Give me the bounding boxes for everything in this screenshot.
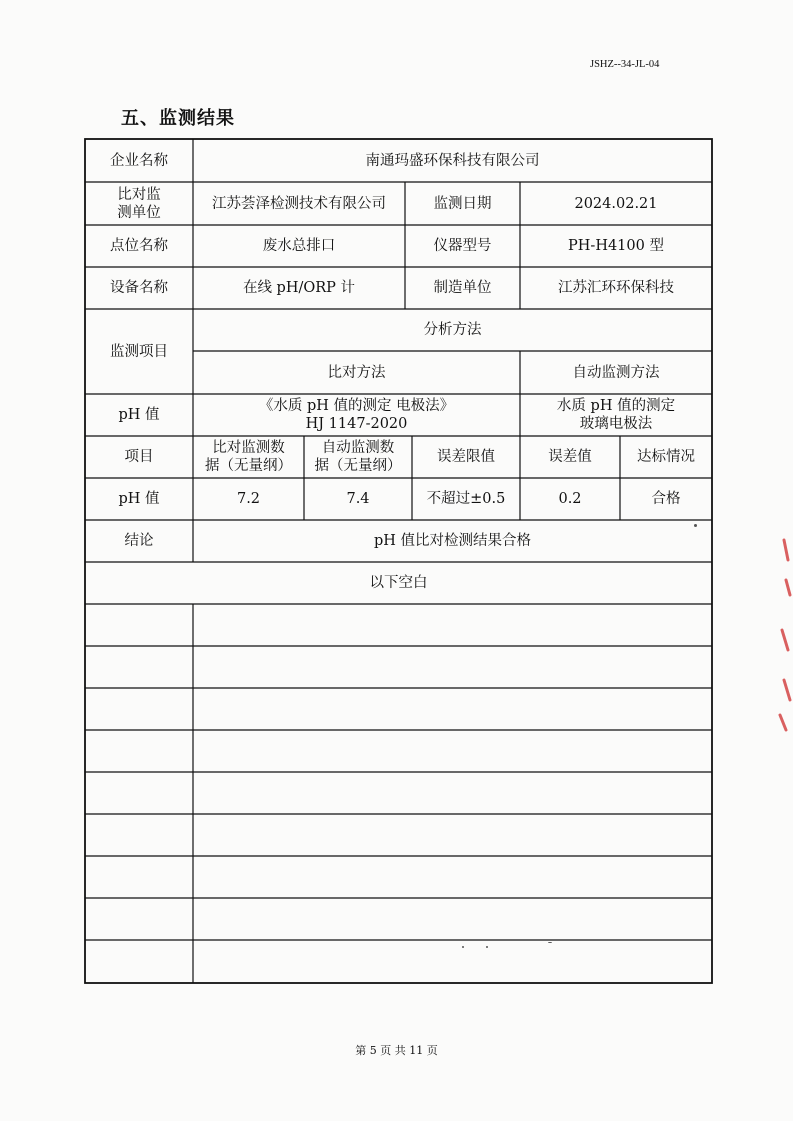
scan-speck	[548, 942, 552, 943]
value-instrument-model: PH-H4100 型	[568, 238, 664, 254]
label-compliance: 达标情况	[637, 449, 695, 465]
ph-method-item: pH 值	[118, 407, 160, 423]
conclusion-text: pH 值比对检测结果合格	[373, 533, 532, 549]
label-compare-data-line2: 据（无量纲）	[205, 458, 292, 474]
value-monitor-date: 2024.02.21	[574, 195, 658, 212]
label-analysis-method: 分析方法	[423, 322, 482, 338]
ph-auto-method-line2: 玻璃电极法	[579, 416, 653, 432]
label-instrument-model: 仪器型号	[433, 238, 492, 254]
result-error-limit: 不超过±0.5	[426, 491, 506, 507]
stamp-edge-mark	[772, 520, 792, 740]
value-device-name: 在线 pH/ORP 计	[242, 280, 356, 296]
label-monitor-item: 监测项目	[110, 343, 168, 360]
label-compare-data	[193, 436, 304, 478]
label-point-name: 点位名称	[110, 238, 168, 254]
section-title: 五、监测结果	[121, 108, 235, 129]
ph-compare-method	[193, 394, 520, 436]
value-manufacturer: 江苏汇环环保科技	[558, 280, 674, 296]
ph-auto-method-line1: 水质 pH 值的测定	[556, 398, 676, 414]
label-compare-unit-line1: 比对监	[117, 186, 161, 203]
label-compare-data-line1: 比对监测数	[212, 440, 285, 456]
scan-speck	[694, 524, 697, 527]
result-item: pH 值	[118, 491, 160, 507]
result-compare-value: 7.2	[236, 491, 261, 507]
label-enterprise: 企业名称	[110, 152, 168, 169]
label-auto-method: 自动监测方法	[572, 364, 660, 381]
label-error-limit: 误差限值	[437, 449, 495, 465]
ph-auto-method	[520, 394, 712, 436]
label-error-value: 误差值	[548, 449, 592, 465]
ph-compare-method-line1: 《水质 pH 值的测定 电极法》	[258, 398, 455, 414]
result-auto-value: 7.4	[346, 491, 370, 507]
value-compare-unit: 江苏荟泽检测技术有限公司	[212, 195, 386, 212]
value-point-name: 废水总排口	[262, 238, 336, 254]
label-device-name: 设备名称	[110, 280, 168, 296]
label-compare-method: 比对方法	[327, 364, 386, 381]
page-footer: 第 5 页 共 11 页	[355, 1044, 438, 1057]
scan-speck	[462, 946, 464, 948]
label-auto-data-line1: 自动监测数	[321, 440, 395, 456]
label-compare-unit-line2: 测单位	[117, 204, 161, 221]
document-code: JSHZ--34-JL-04	[590, 59, 660, 70]
value-enterprise: 南通玛盛环保科技有限公司	[365, 152, 540, 169]
label-monitor-date: 监测日期	[433, 195, 492, 212]
label-auto-data	[304, 436, 412, 478]
label-auto-data-line2: 据（无量纲）	[314, 458, 402, 474]
label-conclusion: 结论	[124, 533, 154, 549]
label-item: 项目	[124, 449, 154, 465]
scan-speck	[486, 946, 488, 948]
label-compare-unit	[85, 182, 193, 225]
label-manufacturer: 制造单位	[433, 280, 492, 296]
result-compliance: 合格	[651, 491, 681, 507]
ph-compare-method-line2: HJ 1147-2020	[305, 416, 408, 432]
result-error-value: 0.2	[558, 491, 582, 507]
blank-note: 以下空白	[369, 575, 428, 591]
